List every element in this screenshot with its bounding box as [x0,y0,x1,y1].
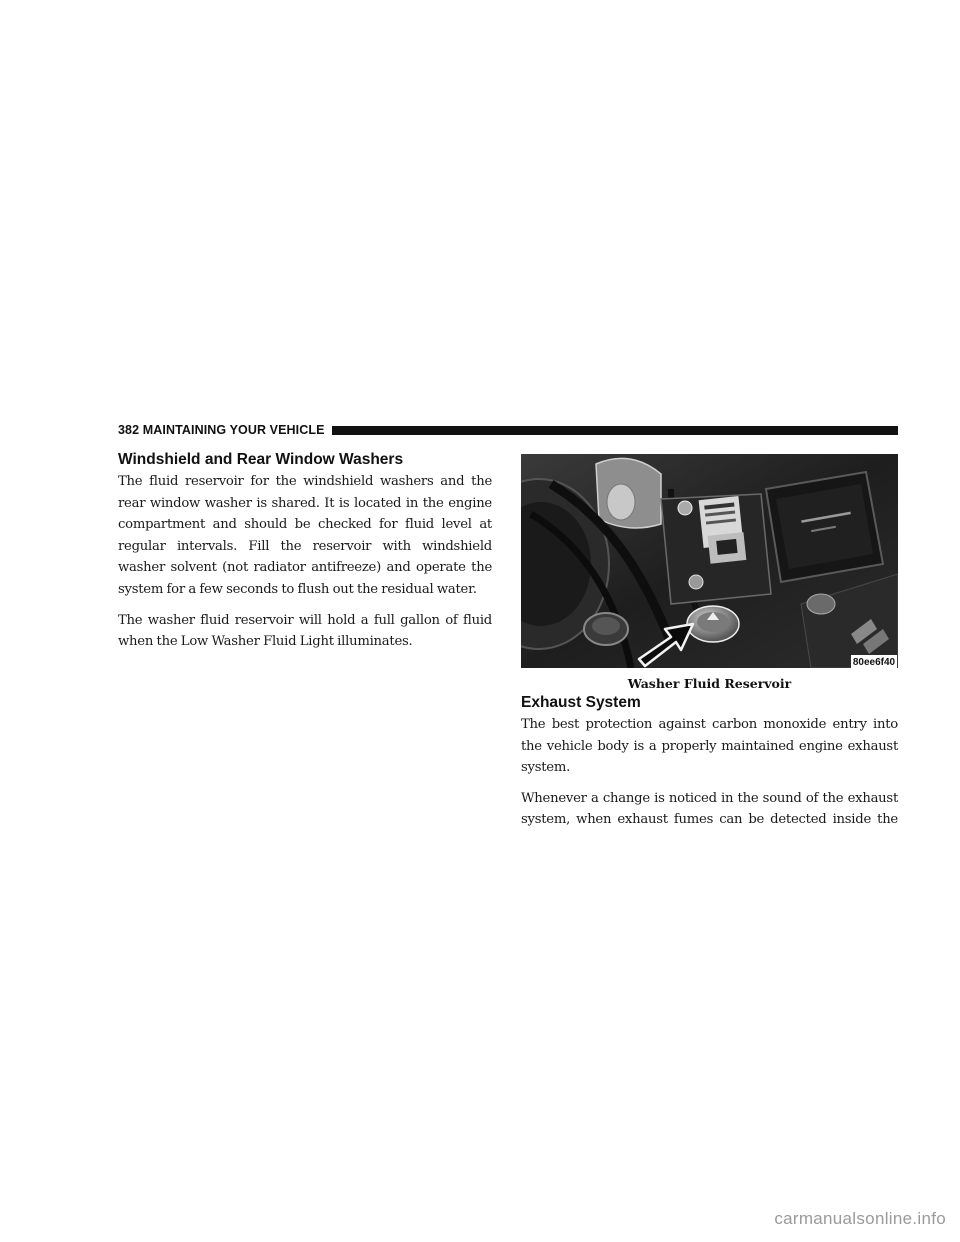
exhaust-paragraph-2: Whenever a change is noticed in the sound of the exhaust system, when exhaust fumes can be detected inside the [521,790,898,828]
page-header-label: 382 MAINTAINING YOUR VEHICLE [118,423,325,437]
left-column [118,451,492,662]
exhaust-heading: Exhaust System [521,694,641,711]
page-header [118,422,898,438]
washers-paragraph-2: The washer fluid reservoir will hold a full gallon of fluid when the Low Washer Fluid Light illuminates. [118,612,492,650]
header-rule [332,426,898,435]
figure-caption: Washer Fluid Reservoir [627,676,792,691]
exhaust-paragraph-1: The best protection against carbon monoxide entry into the vehicle body is a properly maintained engine exhaust system. [521,717,898,776]
washers-paragraph-1: The fluid reservoir for the windshield washers and the rear window washer is shared. It is located in the engine compartment and should be checked for fluid level at regular intervals. Fill the reservoir with windshield washer solvent (not radiator antifreeze) and operate the system for a few seconds to flush out the residual water. [118,474,492,597]
washers-heading: Windshield and Rear Window Washers [118,451,404,468]
engine-compartment-photo [521,454,898,668]
right-column [521,694,898,840]
watermark-text: carmanualsonline.info [774,1209,946,1228]
figure-code: 80ee6f40 [852,657,896,668]
